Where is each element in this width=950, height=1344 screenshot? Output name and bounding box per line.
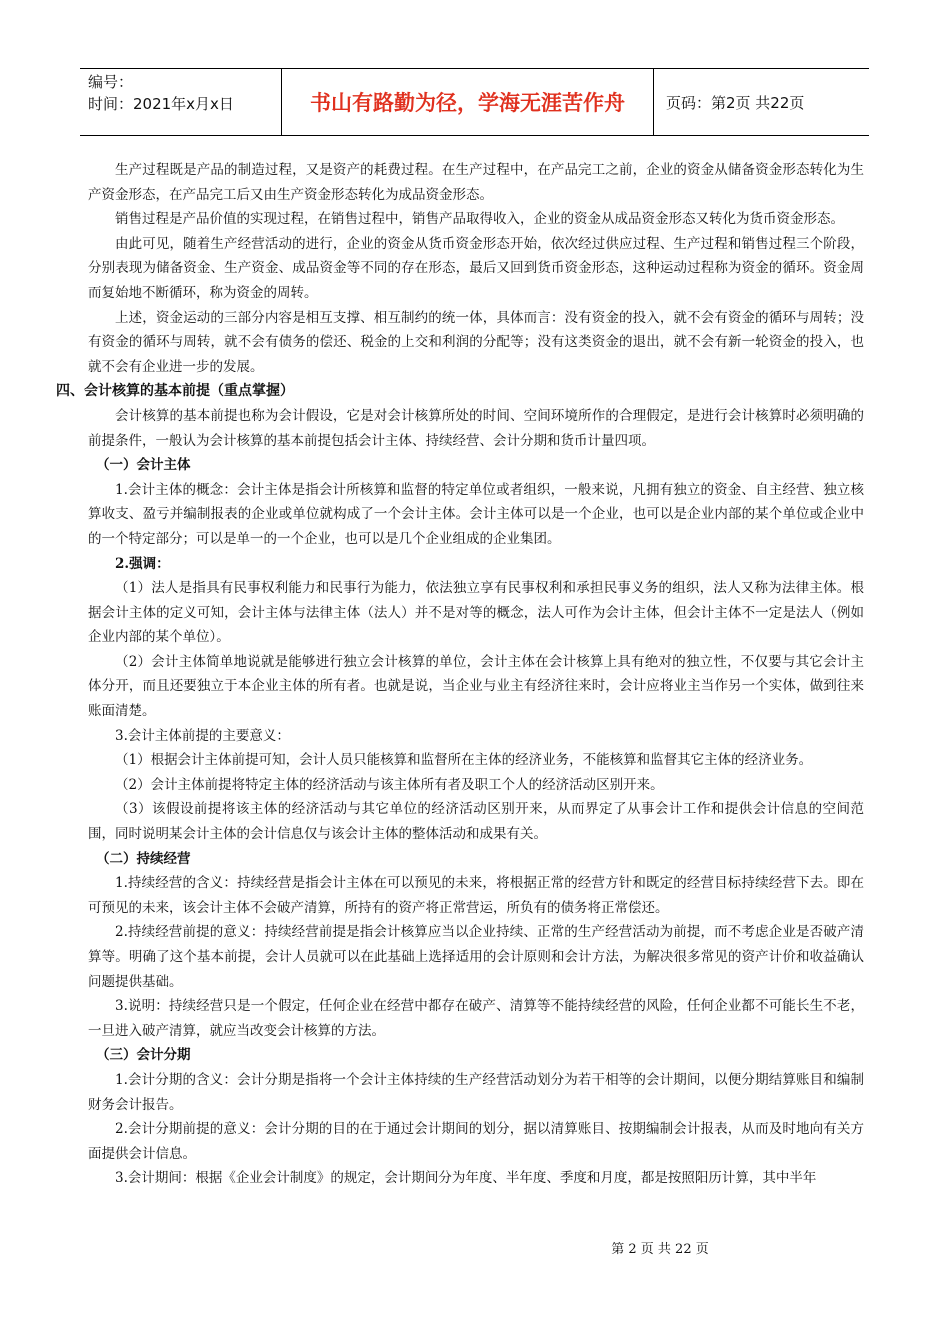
page-footer [0, 1238, 950, 1257]
section-heading: 四、会计核算的基本前提（重点掌握） [56, 383, 294, 400]
paragraph: 上述，资金运动的三部分内容是相互支撑、相互制约的统一体，具体而言：没有资金的投入，就不会有资金的循环与周转；没有资金的循环与周转，就不会有债务的偿还、税金的上交和利润的分配等；没有这类资金的退出，就不会有新一轮资金的投入，也就不会有企业进一步的发展。 [88, 309, 864, 375]
subsection-heading: （三）会计分期 [96, 1047, 191, 1064]
subsection-heading: （一）会计主体 [96, 457, 191, 474]
paragraph: （1）法人是指具有民事权利能力和民事行为能力，依法独立享有民事权利和承担民事义务的组织，法人又称为法律主体。根据会计主体的定义可知，会计主体与法律主体（法人）并不是对等的概念，法人可作为会计主体，但会计主体不一定是法人（例如企业内部的某个单位）。 [88, 580, 864, 646]
paragraph: （3）该假设前提将该主体的经济活动与其它单位的经济活动区别开来，从而界定了从事会计工作和提供会计信息的空间范围，同时说明某会计主体的会计信息仅与该会计主体的整体活动和成果有关。 [88, 801, 864, 843]
header-meta [80, 69, 282, 135]
paragraph: （2）会计主体简单地说就是能够进行独立会计核算的单位，会计主体在会计核算上具有绝对的独立性，不仅要与其它会计主体分开，而且还要独立于本企业主体的所有者。也就是说，当企业与业主有经济往来时，会计应将业主当作另一个实体，做到往来账面清楚。 [88, 653, 864, 720]
paragraph: 3.说明：持续经营只是一个假定，任何企业在经营中都存在破产、清算等不能持续经营的风险，任何企业都不可能长生不老，一旦进入破产清算，就应当改变会计核算的方法。 [88, 998, 864, 1039]
header-motto: 书山有路勤为径，学海无涯苦作舟 [282, 69, 654, 135]
paragraph: 1.持续经营的含义：持续经营是指会计主体在可以预见的未来，将根据正常的经营方针和既定的经营目标持续经营下去。即在可预见的未来，该会计主体不会破产清算，所持有的资产将正常营运，所负有的债务将正常偿还。 [88, 875, 864, 916]
document-body [56, 158, 864, 1191]
paragraph: 生产过程既是产品的制造过程，又是资产的耗费过程。在生产过程中，在产品完工之前，企业的资金从储备资金形态转化为生产资金形态，在产品完工后又由生产资金形态转化为成品资金形态。 [88, 162, 864, 203]
header-time: 时间：2021年x月x日 [88, 95, 234, 113]
footer-page-number: 第 2 页 共 22 页 [611, 1242, 709, 1257]
paragraph: 2.强调： [115, 555, 170, 572]
header-number: 编号： [88, 73, 134, 91]
header-page-info: 页码：第2页 共22页 [666, 93, 805, 112]
paragraph: （2）会计主体前提将特定主体的经济活动与该主体所有者及职工个人的经济活动区别开来。 [115, 776, 664, 793]
paragraph: 2.持续经营前提的意义：持续经营前提是指会计核算应当以企业持续、正常的生产经营活动为前提，而不考虑企业是否破产清算等。明确了这个基本前提，会计人员就可以在此基础上选择适用的会计原则和会计方法，为解决很多常见的资产计价和收益确认问题提供基础。 [88, 924, 864, 990]
paragraph: 3.会计期间：根据《企业会计制度》的规定，会计期间分为年度、半年度、季度和月度，都是按照阳历计算，其中半年 [115, 1170, 817, 1187]
paragraph: 2.会计分期前提的意义：会计分期的目的在于通过会计期间的划分，据以清算账目、按期编制会计报表，从而及时地向有关方面提供会计信息。 [88, 1121, 864, 1162]
paragraph: 1.会计主体的概念：会计主体是指会计所核算和监督的特定单位或者组织，一般来说，凡拥有独立的资金、自主经营、独立核算收支、盈亏并编制报表的企业或单位就构成了一个会计主体。会计主体可以是一个企业，也可以是企业内部的某个单位或企业中的一个特定部分；可以是单一的一个企业，也可以是几个企业组成的企业集团。 [88, 481, 864, 547]
page-header [80, 68, 869, 136]
paragraph: 销售过程是产品价值的实现过程，在销售过程中，销售产品取得收入，企业的资金从成品资金形态又转化为货币资金形态。 [115, 211, 844, 228]
subsection-heading: （二）持续经营 [96, 850, 191, 867]
paragraph: 3.会计主体前提的主要意义： [115, 727, 290, 744]
paragraph: 由此可见，随着生产经营活动的进行，企业的资金从货币资金形态开始，依次经过供应过程、生产过程和销售过程三个阶段，分别表现为储备资金、生产资金、成品资金等不同的存在形态，最后又回到货币资金形态，这种运动过程称为资金的循环。资金周而复始地不断循环，称为资金的周转。 [88, 235, 864, 301]
paragraph: 1.会计分期的含义：会计分期是指将一个会计主体持续的生产经营活动划分为若干相等的会计期间，以便分期结算账目和编制财务会计报告。 [88, 1071, 864, 1113]
paragraph: 会计核算的基本前提也称为会计假设，它是对会计核算所处的时间、空间环境所作的合理假定，是进行会计核算时必须明确的前提条件，一般认为会计核算的基本前提包括会计主体、持续经营、会计分期和货币计量四项。 [88, 407, 864, 449]
paragraph: （1）根据会计主体前提可知，会计人员只能核算和监督所在主体的经济业务，不能核算和监督其它主体的经济业务。 [115, 752, 813, 769]
